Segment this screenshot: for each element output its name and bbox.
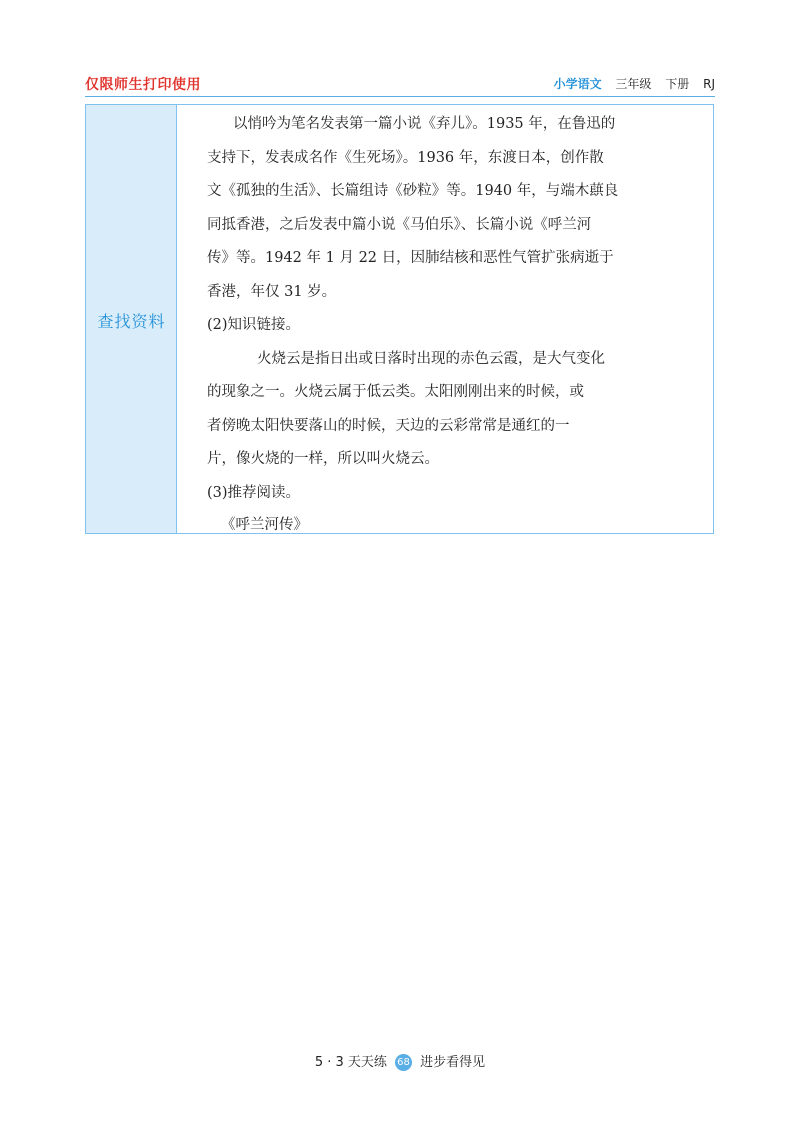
- text-line: 以悄吟为笔名发表第一篇小说《弃儿》。1935 年，在鲁迅的: [233, 116, 616, 132]
- book-title: 《呼兰河传》: [221, 517, 308, 533]
- text-line: 同抵香港，之后发表中篇小说《马伯乐》、长篇小说《呼兰河: [207, 217, 592, 233]
- content-cell: [177, 105, 713, 533]
- page-footer: [0, 1051, 800, 1071]
- text-line: 香港，年仅 31 岁。: [207, 284, 337, 300]
- edition-label: RJ: [703, 77, 715, 91]
- text-line: 的现象之一。火烧云属于低云类。太阳刚刚出来的时候，或: [207, 384, 584, 400]
- text-line: 片，像火烧的一样，所以叫火烧云。: [207, 451, 439, 467]
- book-info: [554, 75, 715, 92]
- text-line: 者傍晚太阳快要落山的时候，天边的云彩常常是通红的一: [207, 418, 570, 434]
- text-line: 传》等。1942 年 1 月 22 日，因肺结核和恶性气管扩张病逝于: [207, 250, 614, 266]
- content-table: [85, 104, 714, 534]
- text-line: 文《孤独的生活》、长篇组诗《砂粒》等。1940 年，与端木蕻良: [207, 183, 619, 199]
- print-notice: 仅限师生打印使用: [85, 77, 201, 93]
- subject-label: 小学语文: [553, 77, 602, 91]
- text-line: 支持下，发表成名作《生死场》。1936 年，东渡日本，创作散: [207, 150, 604, 166]
- text-line: 火烧云是指日出或日落时出现的赤色云霞，是大气变化: [257, 351, 605, 367]
- label-cell: [86, 105, 177, 533]
- subheading-reading: (3)推荐阅读。: [207, 485, 301, 501]
- section-label: 查找资料: [97, 312, 166, 331]
- volume-label: 下册: [665, 77, 690, 91]
- subheading-knowledge: (2)知识链接。: [207, 317, 301, 333]
- footer-slogan: 进步看得见: [420, 1055, 486, 1070]
- grade-label: 三年级: [615, 77, 652, 91]
- footer-brand: 5 · 3 天天练: [314, 1055, 387, 1070]
- page-header: [85, 74, 715, 97]
- page-number: 68: [395, 1054, 412, 1071]
